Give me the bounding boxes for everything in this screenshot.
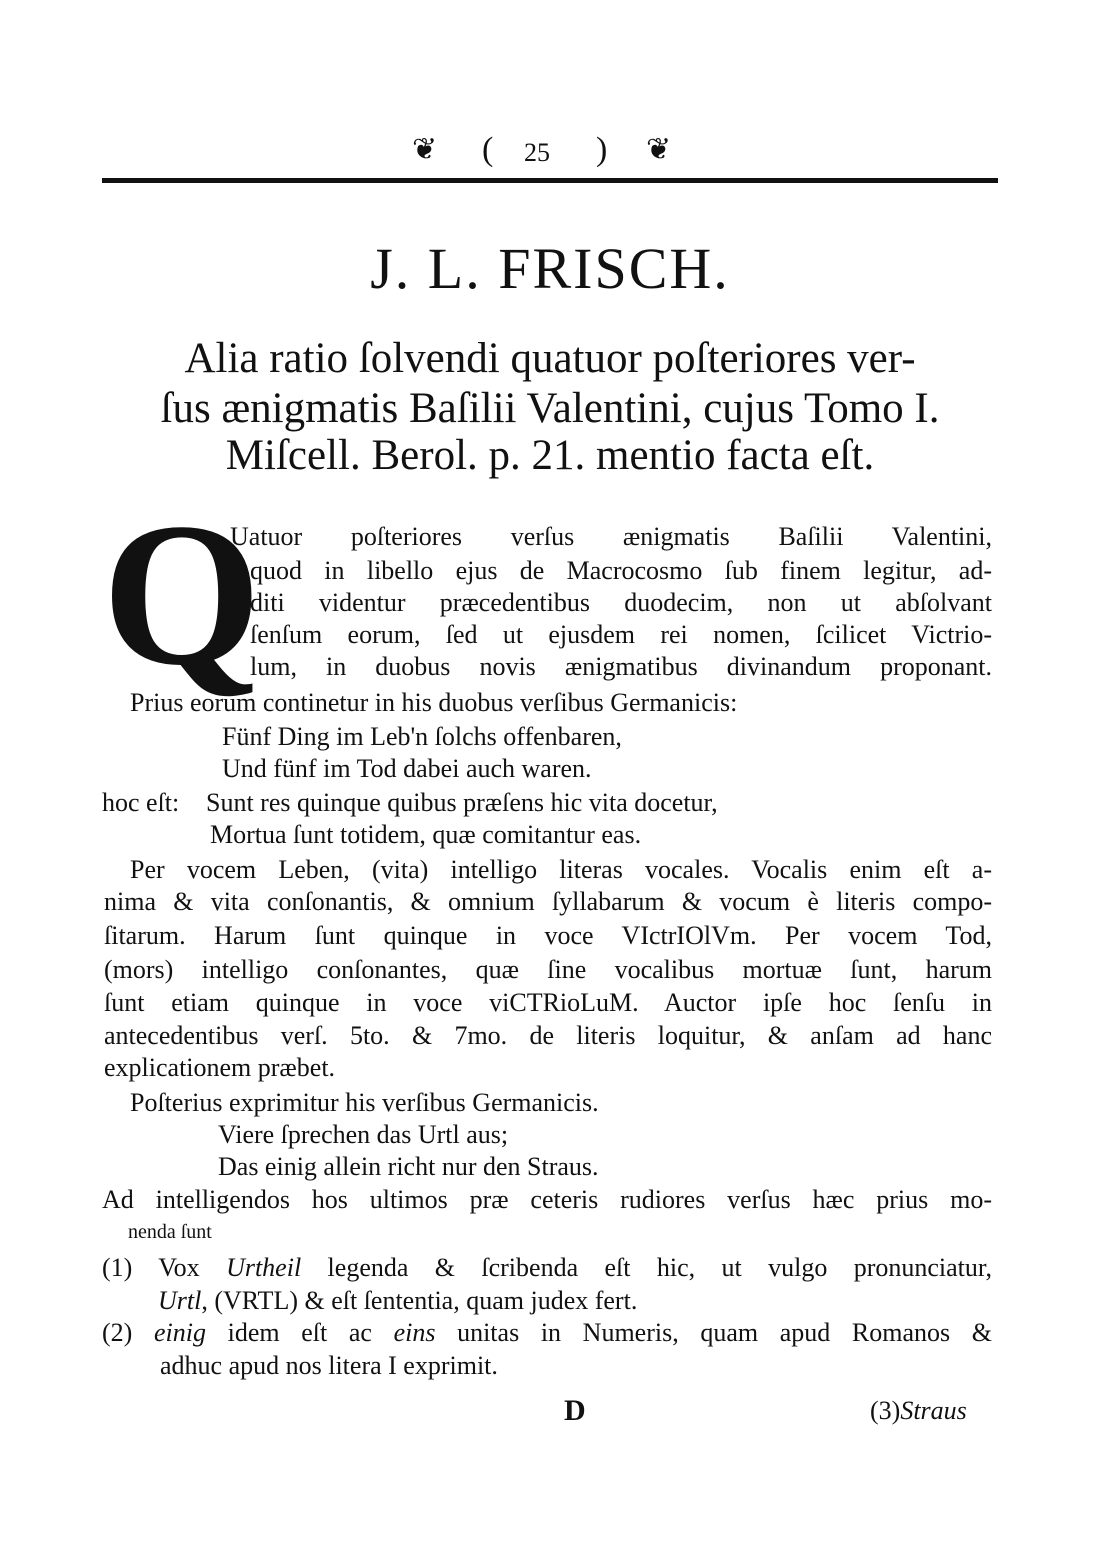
paragraph-text: ſitarum. Harum ſunt quinque in voce VIctrIOlVm. Per vocem Tod, — [104, 921, 992, 950]
page-number-paren-left: ( — [482, 131, 494, 168]
note-italic-term: Urtl — [158, 1286, 202, 1315]
paragraph-line: nenda ſunt — [128, 1221, 212, 1243]
translation-line: Mortua ſunt totidem, quæ comitantur eas. — [210, 820, 642, 849]
verse-line: Das einig allein richt nur den Straus. — [218, 1152, 599, 1181]
paragraph-text: ſenſum eorum, ſed ut ejusdem rei nomen, ſcilicet Victrio- — [250, 620, 992, 649]
note-marker: (2) — [102, 1318, 133, 1347]
paragraph-line — [104, 921, 992, 951]
catchword — [870, 1396, 967, 1426]
translation-line: Sunt res quinque quibus præſens hic vita docetur, — [206, 788, 718, 817]
verse-line: Und fünf im Tod dabei auch waren. — [222, 754, 592, 783]
paragraph-line — [250, 588, 992, 618]
paragraph-line — [102, 1185, 992, 1215]
article-title-line: Alia ratio ſolvendi quatuor poſteriores ver- — [184, 335, 916, 382]
header-rule — [102, 178, 998, 183]
paragraph-line — [230, 522, 992, 552]
paragraph-text: Uatuor poſteriores verſus ænigmatis Baſilii Valentini, — [230, 522, 992, 551]
page-number-paren-right: ) — [596, 131, 608, 168]
paragraph-text: nima & vita conſonantis, & omnium ſyllabarum & vocum è literis compo- — [104, 887, 992, 916]
translation-label: hoc eſt: — [102, 788, 180, 817]
paragraph-line: explicationem præbet. — [104, 1053, 336, 1082]
author-heading: J. L. FRISCH. — [370, 236, 730, 301]
verse-intro: Prius eorum continetur in his duobus verſibus Germanicis: — [130, 688, 738, 717]
note-italic-term: Urtheil — [226, 1253, 302, 1282]
fleuron-ornament-icon: ❦ — [412, 133, 438, 166]
paragraph-line — [130, 855, 992, 885]
paragraph-text: diti videntur præcedentibus duodecim, non ut abſolvant — [250, 588, 992, 617]
paragraph-text: Ad intelligendos hos ultimos præ ceteris rudiores verſus hæc prius mo- — [102, 1185, 992, 1214]
note-marker: (1) — [102, 1253, 133, 1282]
paragraph-line — [250, 620, 992, 650]
page-number: 25 — [524, 138, 550, 167]
paragraph-line — [104, 955, 992, 985]
paragraph-text: ſunt etiam quinque in voce viCTRioLuM. Auctor ipſe hoc ſenſu in — [104, 988, 992, 1017]
paragraph-text: (mors) intelligo conſonantes, quæ ſine vocalibus mortuæ ſunt, harum — [104, 955, 992, 984]
catchword-text: Straus — [900, 1396, 967, 1425]
note-item — [102, 1253, 992, 1283]
paragraph-line — [250, 652, 992, 682]
note-text: , (VRTL) & eſt ſententia, quam judex fert. — [201, 1286, 638, 1315]
catchword-marker: (3) — [870, 1396, 901, 1425]
paragraph-line — [104, 1021, 992, 1051]
paragraph-text: quod in libello ejus de Macrocosmo ſub finem legitur, ad- — [250, 556, 992, 585]
article-title-line: Miſcell. Berol. p. 21. mentio facta eſt. — [225, 432, 875, 479]
verse-line: Fünf Ding im Leb'n ſolchs offenbaren, — [222, 722, 622, 751]
signature-mark: D — [564, 1394, 586, 1427]
paragraph-line — [250, 556, 992, 586]
note-italic-term: einig — [153, 1318, 206, 1347]
note-text: unitas in Numeris, quam apud Romanos & — [435, 1318, 993, 1347]
paragraph-line — [104, 988, 992, 1018]
note-line: adhuc apud nos litera I exprimit. — [160, 1351, 498, 1380]
running-header — [0, 0, 1100, 168]
note-text: idem eſt ac — [205, 1318, 394, 1347]
paragraph-text: lum, in duobus novis ænigmatibus divinandum proponant. — [250, 652, 992, 681]
paragraph-line — [104, 887, 992, 917]
paragraph-text: Per vocem Leben, (vita) intelligo literas vocales. Vocalis enim eſt a- — [130, 855, 992, 884]
note-italic-term: eins — [393, 1318, 436, 1347]
paragraph-text: antecedentibus verſ. 5to. & 7mo. de literis loquitur, & anſam ad hanc — [104, 1021, 992, 1050]
article-title-line: ſus ænigmatis Baſilii Valentini, cujus Tomo I. — [160, 385, 940, 432]
fleuron-ornament-icon: ❦ — [646, 133, 672, 166]
note-line — [102, 1253, 992, 1283]
note-line — [102, 1318, 992, 1348]
note-text: Vox — [158, 1253, 227, 1282]
note-item — [102, 1318, 992, 1348]
verse-intro: Poſterius exprimitur his verſibus Germanicis. — [130, 1088, 599, 1117]
drop-cap: Q — [102, 481, 262, 708]
note-text: legenda & ſcribenda eſt hic, ut vulgo pronunciatur, — [301, 1253, 993, 1282]
note-line — [158, 1286, 637, 1316]
verse-line: Viere ſprechen das Urtl aus; — [218, 1120, 509, 1149]
